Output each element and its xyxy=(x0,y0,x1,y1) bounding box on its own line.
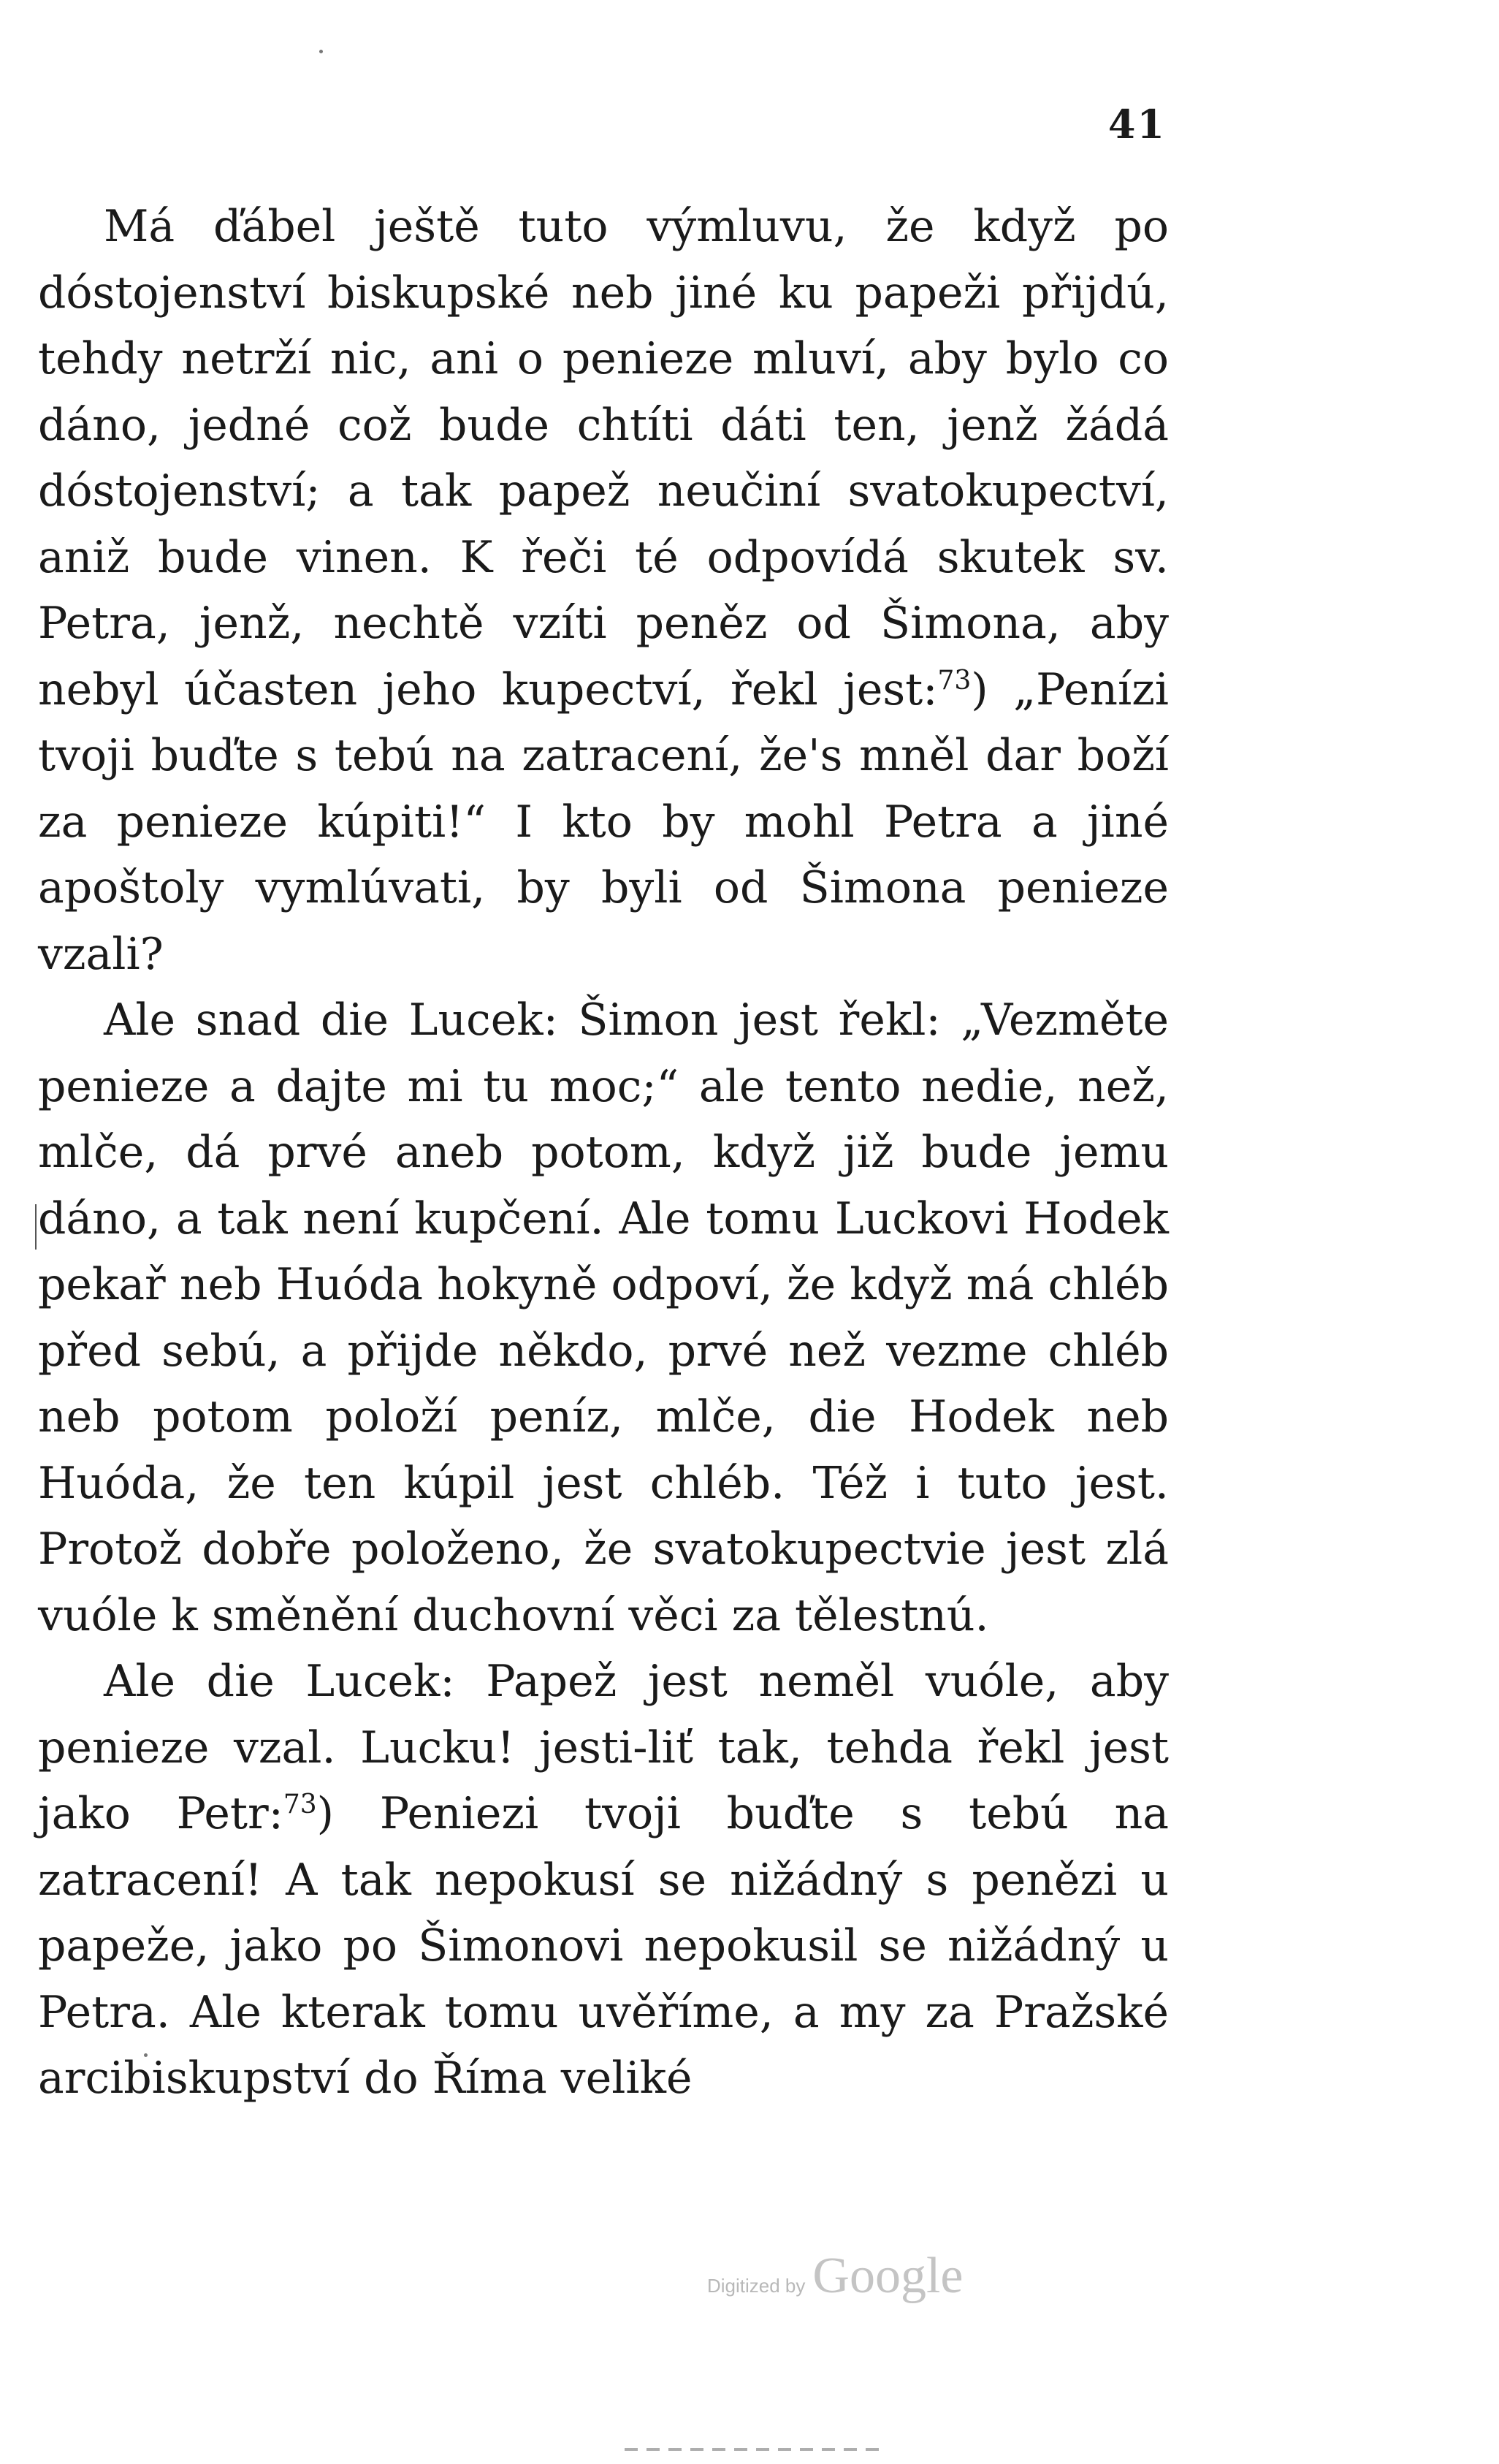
footnote-reference: 73 xyxy=(283,1790,317,1820)
paragraph-1-text-b: ) „Penízi tvoji buďte s tebú na zatracení, že's mněl dar boží za penieze kúpiti!“ I kto by mohl Petra a jiné apoštoly vymlúvati, by byli od Šimona penieze vzali? xyxy=(38,663,1169,980)
paragraph-3 xyxy=(38,1649,1169,2112)
body-text xyxy=(38,194,1169,2112)
paragraph-3-text-a: Ale die Lucek: Papež jest neměl vuóle, aby penieze vzal. Lucku! jesti-liť tak, tehda řekl jest jako Petr: xyxy=(38,1656,1169,1839)
google-logo: Google xyxy=(812,2248,964,2304)
digitization-watermark xyxy=(707,2247,963,2305)
page-number: 41 xyxy=(1107,101,1166,148)
paragraph-1-text-a: Má ďábel ještě tuto výmluvu, že když po dóstojenství biskupské neb jiné ku papeži přijdú, tehdy netrží nic, ani o penieze mluví, aby bylo co dáno, jedné což bude chtíti dáti ten, jenž žádá dóstojenství; a tak papež neučiní svatokupectví, aniž bude vinen. K řeči té odpovídá skutek sv. Petra, jenž, nechtě vzíti peněz od Šimona, aby nebyl účasten jeho kupectví, řekl jest: xyxy=(38,201,1169,715)
margin-mark xyxy=(35,1204,37,1250)
watermark-prefix: Digitized by xyxy=(707,2275,806,2297)
bottom-edge-marks xyxy=(625,2448,888,2451)
footnote-reference: 73 xyxy=(937,665,972,696)
paragraph-1 xyxy=(38,194,1169,987)
paper-speck-top xyxy=(319,50,323,53)
paragraph-2: Ale snad die Lucek: Šimon jest řekl: „Vezměte penieze a dajte mi tu moc;“ ale tento nedie, než, mlče, dá prvé aneb potom, když již bude jemu dáno, a tak není kupčení. Ale tomu Luckovi Hodek pekař neb Huóda hokyně odpoví, že když má chléb před sebú, a přijde někdo, prvé než vezme chléb neb potom položí peníz, mlče, die Hodek neb Huóda, že ten kúpil jest chléb. Též i tuto jest. Protož dobře položeno, že svatokupectvie jest zlá vuóle k směnění duchovní věci za tělestnú. xyxy=(38,995,1169,1641)
paragraph-3-text-b: ) Peniezi tvoji buďte s tebú na zatracení! A tak nepokusí se nižádný s penězi u papeže, jako po Šimonovi nepokusil se nižádný u Petra. Ale kterak tomu uvěříme, a my za Pražské arcibiskupství do Říma veliké xyxy=(38,1788,1169,2104)
